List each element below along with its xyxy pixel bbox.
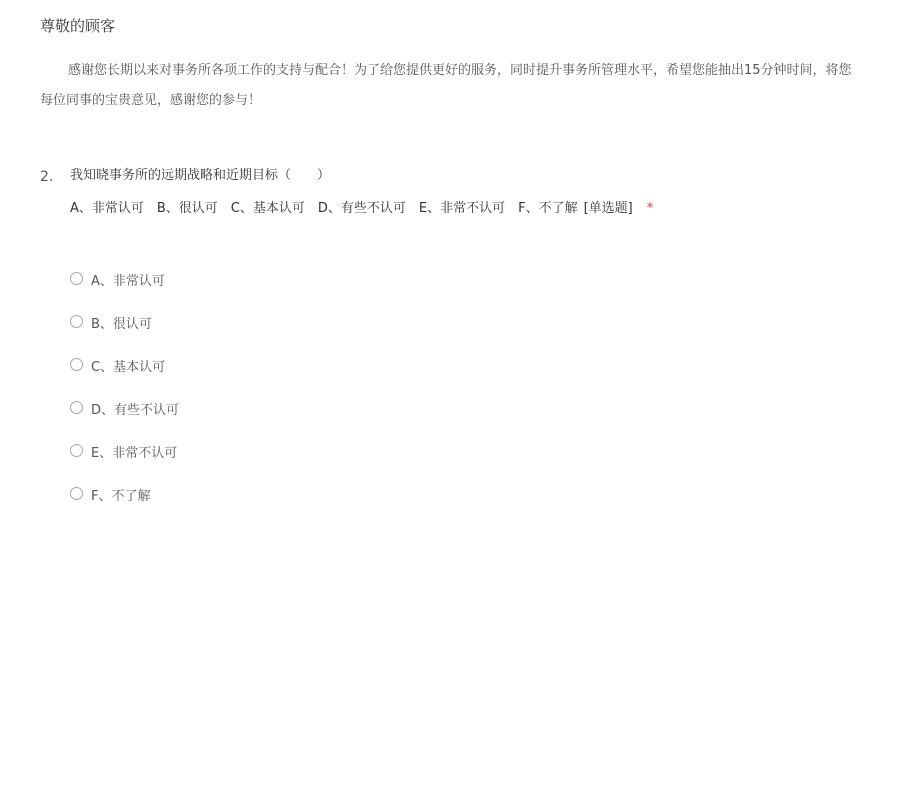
radio-option-a[interactable] bbox=[70, 268, 179, 290]
option-label: A、非常认可 bbox=[91, 273, 165, 289]
question-type-label: [单选题] bbox=[583, 201, 633, 216]
greeting-heading: 尊敬的顾客 bbox=[40, 17, 116, 35]
radio-option-list bbox=[70, 268, 179, 526]
options-summary-text: A、非常认可 B、很认可 C、基本认可 D、有些不认可 E、非常不认可 F、不了解 bbox=[70, 201, 578, 216]
radio-button-icon[interactable] bbox=[70, 444, 83, 457]
option-label: E、非常不认可 bbox=[91, 445, 178, 461]
question-number: 2. bbox=[40, 169, 54, 185]
radio-option-f[interactable] bbox=[70, 483, 179, 505]
radio-option-b[interactable] bbox=[70, 311, 179, 333]
radio-button-icon[interactable] bbox=[70, 315, 83, 328]
required-mark: * bbox=[646, 201, 654, 216]
radio-button-icon[interactable] bbox=[70, 358, 83, 371]
radio-button-icon[interactable] bbox=[70, 272, 83, 285]
question-title: 我知晓事务所的远期战略和近期目标（ ） bbox=[70, 168, 331, 183]
radio-button-icon[interactable] bbox=[70, 401, 83, 414]
intro-text-line1: 感谢您长期以来对事务所各项工作的支持与配合！为了给您提供更好的服务，同时提升事务所管理水平，希望您能抽出15分钟时间，将您 bbox=[68, 63, 852, 78]
option-label: D、有些不认可 bbox=[91, 402, 180, 418]
radio-option-d[interactable] bbox=[70, 397, 179, 419]
option-label: C、基本认可 bbox=[91, 359, 166, 375]
question-options-summary bbox=[70, 199, 653, 219]
option-label: F、不了解 bbox=[91, 488, 151, 504]
radio-button-icon[interactable] bbox=[70, 487, 83, 500]
intro-paragraph bbox=[40, 56, 900, 116]
intro-text-line2: 每位同事的宝贵意见，感谢您的参与！ bbox=[40, 93, 262, 108]
option-label: B、很认可 bbox=[91, 316, 152, 332]
radio-option-c[interactable] bbox=[70, 354, 179, 376]
radio-option-e[interactable] bbox=[70, 440, 179, 462]
